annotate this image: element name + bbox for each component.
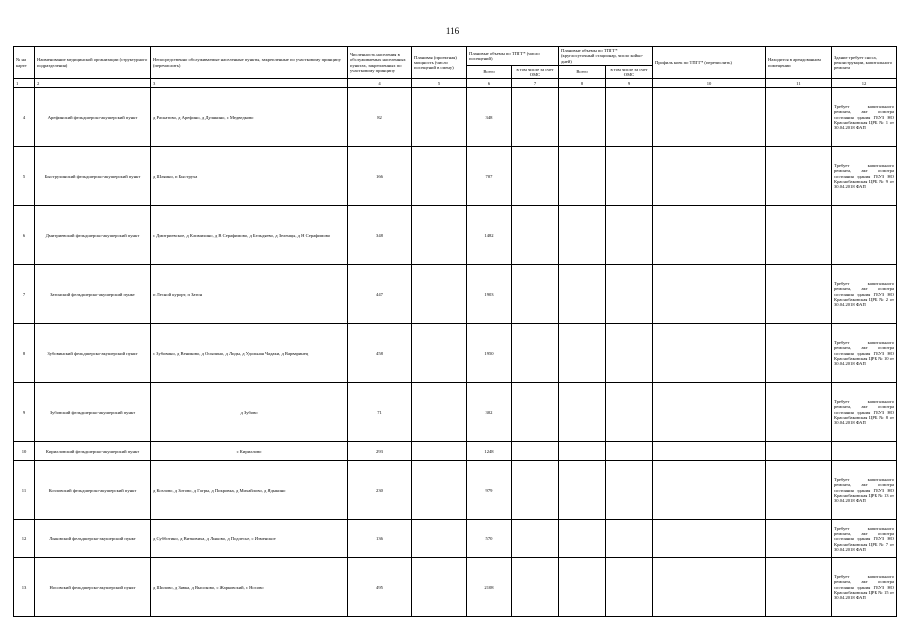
requirement-cell: Требует капитального ремонта, акт осмотра состояния здания ГБУЗ НО Краснобаковская ЦРБ № 13 от 30.04.2018 ФАП bbox=[832, 461, 897, 520]
capacity-cell bbox=[412, 383, 467, 442]
beds-total-cell bbox=[559, 324, 606, 383]
column-number: 8 bbox=[559, 79, 606, 88]
column-number: 6 bbox=[467, 79, 512, 88]
bed-profile-cell bbox=[653, 88, 766, 147]
column-number: 11 bbox=[766, 79, 832, 88]
rented-cell bbox=[766, 383, 832, 442]
population-cell: 82 bbox=[348, 88, 412, 147]
visits-oms-cell bbox=[512, 520, 559, 558]
beds-oms-cell bbox=[606, 383, 653, 442]
capacity-cell bbox=[412, 442, 467, 461]
column-number: 2 bbox=[35, 79, 151, 88]
rented-cell bbox=[766, 265, 832, 324]
page-number: 116 bbox=[445, 26, 460, 36]
visits-total-cell: 707 bbox=[467, 147, 512, 206]
settlements-cell: д Шилово, д Зявка, д Высоково, с Жарковский, с Носово bbox=[151, 558, 348, 617]
population-cell: 348 bbox=[348, 206, 412, 265]
col-header-settlements: Непосредственно обслуживаемые населенные пункты, закрепленные по участковому принципу (перечислить) bbox=[151, 47, 348, 79]
visits-oms-cell bbox=[512, 324, 559, 383]
header-row bbox=[14, 47, 897, 66]
table-row bbox=[14, 461, 897, 520]
column-number: 7 bbox=[512, 79, 559, 88]
population-cell: 166 bbox=[348, 147, 412, 206]
bed-profile-cell bbox=[653, 461, 766, 520]
facilities-table bbox=[13, 46, 897, 617]
col-header-beds-oms: в том числе за счет ОМС bbox=[606, 65, 653, 79]
beds-total-cell bbox=[559, 88, 606, 147]
map-number-cell: 13 bbox=[14, 558, 35, 617]
visits-oms-cell bbox=[512, 206, 559, 265]
col-header-visits-total: Всего bbox=[467, 65, 512, 79]
bed-profile-cell bbox=[653, 558, 766, 617]
requirement-cell: Требует капитального ремонта, акт осмотра состояния здания ГБУЗ НО Краснобаковская ЦРБ № 8 от 30.04.2018 ФАП bbox=[832, 383, 897, 442]
settlements-cell: д Шляино, п Быструха bbox=[151, 147, 348, 206]
capacity-cell bbox=[412, 461, 467, 520]
requirement-cell: Требует капитального ремонта, акт осмотра состояния здания ГБУЗ НО Краснобаковская ЦРБ № 7 от 30.04.2018 ФАП bbox=[832, 520, 897, 558]
population-cell: 458 bbox=[348, 324, 412, 383]
capacity-cell bbox=[412, 206, 467, 265]
visits-total-cell: 302 bbox=[467, 383, 512, 442]
rented-cell bbox=[766, 442, 832, 461]
organization-cell: Затонский фельдшерско-акушерский пункт bbox=[35, 265, 151, 324]
capacity-cell bbox=[412, 558, 467, 617]
table-body bbox=[14, 88, 897, 617]
requirement-cell bbox=[832, 206, 897, 265]
rented-cell bbox=[766, 520, 832, 558]
col-header-visits: Плановые объемы по ТПГГ* (число посещений) bbox=[467, 47, 559, 66]
col-header-visits-oms: в том числе за счет ОМС bbox=[512, 65, 559, 79]
capacity-cell bbox=[412, 147, 467, 206]
organization-cell: Лыковский фельдшерско-акушерский пункт bbox=[35, 520, 151, 558]
col-header-requirement: Здание требует сноса, реконструкции, капитального ремонта bbox=[832, 47, 897, 79]
table-row bbox=[14, 324, 897, 383]
visits-total-cell: 1248 bbox=[467, 442, 512, 461]
visits-oms-cell bbox=[512, 461, 559, 520]
rented-cell bbox=[766, 558, 832, 617]
map-number-cell: 11 bbox=[14, 461, 35, 520]
rented-cell bbox=[766, 88, 832, 147]
population-cell: 447 bbox=[348, 265, 412, 324]
col-header-map-no: № на карте bbox=[14, 47, 35, 79]
organization-cell: Арефинский фельдшерско-акушерский пункт bbox=[35, 88, 151, 147]
population-cell: 71 bbox=[348, 383, 412, 442]
beds-oms-cell bbox=[606, 520, 653, 558]
organization-cell: Зубовский фельдшерско-акушерский пункт bbox=[35, 383, 151, 442]
bed-profile-cell bbox=[653, 383, 766, 442]
organization-cell: Носовский фельдшерско-акушерский пункт bbox=[35, 558, 151, 617]
table-row bbox=[14, 442, 897, 461]
beds-total-cell bbox=[559, 520, 606, 558]
map-number-cell: 4 bbox=[14, 88, 35, 147]
col-header-bed-profile: Профиль коек по ТПГГ* (перечислить) bbox=[653, 47, 766, 79]
table-row bbox=[14, 520, 897, 558]
table-row bbox=[14, 558, 897, 617]
col-header-population: Численность населения в обслуживаемых населенных пунктах, закрепленных по участковому принципу bbox=[348, 47, 412, 79]
requirement-cell: Требует капитального ремонта, акт осмотра состояния здания ГБУЗ НО Краснобаковская ЦРБ № 15 от 30.04.2018 ФАП bbox=[832, 558, 897, 617]
beds-oms-cell bbox=[606, 147, 653, 206]
visits-oms-cell bbox=[512, 88, 559, 147]
population-cell: 230 bbox=[348, 461, 412, 520]
map-number-cell: 9 bbox=[14, 383, 35, 442]
rented-cell bbox=[766, 461, 832, 520]
col-header-bed-days: Плановые объемы по ТПГГ* (круглосуточный стационар, число койко-дней) bbox=[559, 47, 653, 66]
capacity-cell bbox=[412, 324, 467, 383]
settlements-cell: д Зубово bbox=[151, 383, 348, 442]
requirement-cell bbox=[832, 442, 897, 461]
visits-total-cell: 2108 bbox=[467, 558, 512, 617]
table-row bbox=[14, 206, 897, 265]
beds-oms-cell bbox=[606, 265, 653, 324]
organization-cell: Дмитриевский фельдшерско-акушерский пункт bbox=[35, 206, 151, 265]
visits-total-cell: 979 bbox=[467, 461, 512, 520]
capacity-cell bbox=[412, 88, 467, 147]
organization-cell: Быструхинский фельдшерско-акушерский пункт bbox=[35, 147, 151, 206]
table-row bbox=[14, 265, 897, 324]
organization-cell: Козловский фельдшерско-акушерский пункт bbox=[35, 461, 151, 520]
visits-oms-cell bbox=[512, 383, 559, 442]
settlements-cell: д Козлово, д Зотово, д Гагры, д Покровка, д Михайлово, д Ядыкино bbox=[151, 461, 348, 520]
beds-oms-cell bbox=[606, 88, 653, 147]
beds-total-cell bbox=[559, 442, 606, 461]
col-header-capacity: Плановая (проектная) мощность (число посещений в смену) bbox=[412, 47, 467, 79]
map-number-cell: 8 bbox=[14, 324, 35, 383]
visits-total-cell: 1482 bbox=[467, 206, 512, 265]
beds-oms-cell bbox=[606, 442, 653, 461]
beds-total-cell bbox=[559, 558, 606, 617]
beds-total-cell bbox=[559, 383, 606, 442]
settlements-cell: с Дмитриевское, д Климихино, д В Серафимово, д Бельдяево, д Зеленцы, д Н Серафимово bbox=[151, 206, 348, 265]
col-header-organization: Наименование медицинской организации (структурного подразделения) bbox=[35, 47, 151, 79]
settlements-cell: с Зубовино, д Вениково, д Осыпино, д Лиды, д Удольная Чадаки, д Варваринец bbox=[151, 324, 348, 383]
column-number: 3 bbox=[151, 79, 348, 88]
requirement-cell: Требует капитального ремонта, акт осмотра состояния здания ГБУЗ НО Краснобаковская ЦРБ № 9 от 30.04.2018 ФАП bbox=[832, 147, 897, 206]
bed-profile-cell bbox=[653, 206, 766, 265]
column-number: 4 bbox=[348, 79, 412, 88]
settlements-cell: д Субботино, д Витковиха, д Лыково, д Подлесье, с Изменское bbox=[151, 520, 348, 558]
capacity-cell bbox=[412, 265, 467, 324]
col-header-beds-total: Всего bbox=[559, 65, 606, 79]
visits-oms-cell bbox=[512, 147, 559, 206]
column-number: 9 bbox=[606, 79, 653, 88]
bed-profile-cell bbox=[653, 520, 766, 558]
map-number-cell: 6 bbox=[14, 206, 35, 265]
requirement-cell: Требует капитального ремонта, акт осмотра состояния здания ГБУЗ НО Краснобаковская ЦРБ № 2 от 30.04.2018 ФАП bbox=[832, 265, 897, 324]
column-number: 12 bbox=[832, 79, 897, 88]
settlements-cell: с Кириллово bbox=[151, 442, 348, 461]
population-cell: 136 bbox=[348, 520, 412, 558]
population-cell: 293 bbox=[348, 442, 412, 461]
beds-total-cell bbox=[559, 147, 606, 206]
map-number-cell: 5 bbox=[14, 147, 35, 206]
beds-oms-cell bbox=[606, 461, 653, 520]
table-row bbox=[14, 147, 897, 206]
settlements-cell: д Раскатово, д Арефино, д Дулякино, с Медведково bbox=[151, 88, 348, 147]
beds-oms-cell bbox=[606, 206, 653, 265]
visits-total-cell: 570 bbox=[467, 520, 512, 558]
beds-oms-cell bbox=[606, 324, 653, 383]
population-cell: 495 bbox=[348, 558, 412, 617]
map-number-cell: 7 bbox=[14, 265, 35, 324]
column-number-row bbox=[14, 79, 897, 88]
settlements-cell: п Лесной курорт, п Затон bbox=[151, 265, 348, 324]
visits-total-cell: 348 bbox=[467, 88, 512, 147]
visits-oms-cell bbox=[512, 442, 559, 461]
column-number: 10 bbox=[653, 79, 766, 88]
beds-total-cell bbox=[559, 265, 606, 324]
bed-profile-cell bbox=[653, 147, 766, 206]
table-row bbox=[14, 88, 897, 147]
organization-cell: Зубовинский фельдшерско-акушерский пункт bbox=[35, 324, 151, 383]
visits-oms-cell bbox=[512, 265, 559, 324]
beds-total-cell bbox=[559, 461, 606, 520]
visits-total-cell: 1903 bbox=[467, 265, 512, 324]
col-header-rented: Находится в арендованном помещении bbox=[766, 47, 832, 79]
capacity-cell bbox=[412, 520, 467, 558]
requirement-cell: Требует капитального ремонта, акт осмотра состояния здания ГБУЗ НО Краснобаковская ЦРБ № 10 от 30.04.2018 ФАП bbox=[832, 324, 897, 383]
bed-profile-cell bbox=[653, 265, 766, 324]
bed-profile-cell bbox=[653, 324, 766, 383]
rented-cell bbox=[766, 206, 832, 265]
beds-oms-cell bbox=[606, 558, 653, 617]
table-row bbox=[14, 383, 897, 442]
map-number-cell: 10 bbox=[14, 442, 35, 461]
visits-total-cell: 1950 bbox=[467, 324, 512, 383]
rented-cell bbox=[766, 147, 832, 206]
beds-total-cell bbox=[559, 206, 606, 265]
column-number: 1 bbox=[14, 79, 35, 88]
rented-cell bbox=[766, 324, 832, 383]
map-number-cell: 12 bbox=[14, 520, 35, 558]
requirement-cell: Требует капитального ремонта, акт осмотра состояния здания ГБУЗ НО Краснобаковская ЦРБ № 1 от 30.04.2018 ФАП bbox=[832, 88, 897, 147]
organization-cell: Кирилловский фельдшерско-акушерский пункт bbox=[35, 442, 151, 461]
bed-profile-cell bbox=[653, 442, 766, 461]
column-number: 5 bbox=[412, 79, 467, 88]
visits-oms-cell bbox=[512, 558, 559, 617]
